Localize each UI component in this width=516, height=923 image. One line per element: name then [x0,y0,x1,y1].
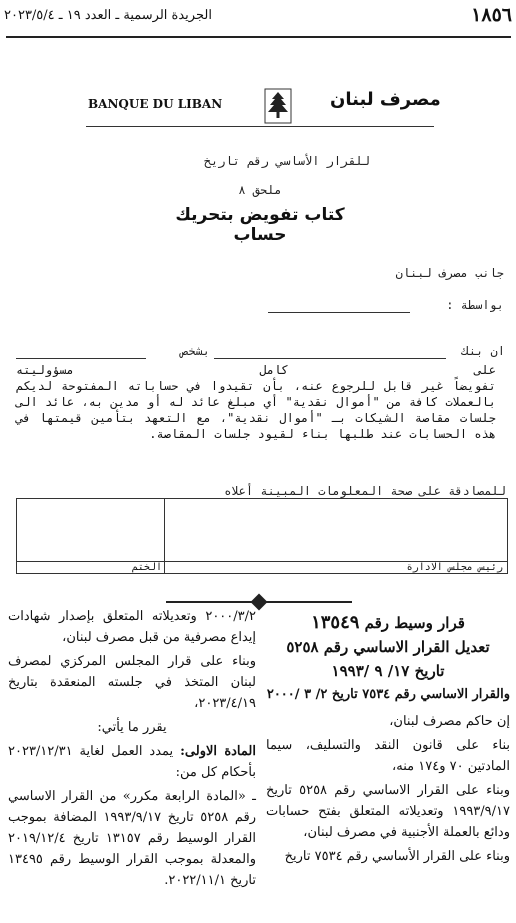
cedar-logo-icon [264,88,292,124]
decision-left-column [8,606,256,894]
person-blank [16,358,146,359]
decides-line: يقرر ما يأتي: [97,720,167,735]
decision-right-column [266,612,510,870]
signature-box [16,498,508,574]
via-blank-line [268,312,410,313]
decision-heading: قرار وسيط رقم ١٣٥٤٩ [311,612,465,633]
article-1-item: ـ «المادة الرابعة مكرر» من القرار الاساسي رقم ٥٢٥٨ تاريخ ١٩٩٣/٩/١٧ المضافة بموجب القرار الوسيط رقم ١٣١٥٧ تاريخ ٢٠١٩/١٢/٤ والمعدلة بموجب القرار الوسيط رقم ١٣٤٩٥ تاريخ ٢٠٢٢/١١/١. [8,789,256,888]
ref-line: للقرار الأساسي رقم تاريخ [203,154,370,168]
bank-name-en: BANQUE DU LIBAN [88,97,223,111]
legal-basis-3: وبناء على القرار الأساسي رقم ٧٥٣٤ تاريخ [284,849,510,864]
page-number: ١٨٥٦ [471,4,512,26]
annex-label: ملحق ٨ [238,183,282,197]
council-decision: وبناء على قرار المجلس المركزي لمصرف لبنان المتخذ في جلسته المنعقدة بتاريخ ٢٠٢٣/٤/١٩، [8,654,256,711]
bank-name-blank [214,358,446,359]
responsibility-line: على كامل مسؤوليته [16,363,496,377]
continuation-text: ٢٠٠٠/٣/٢ وتعديلاته المتعلق بإصدار شهادات إيداع مصرفية من قبل مصرف لبنان، [8,609,256,645]
via-label: بواسطة : [446,298,504,312]
chairman-label: رئيس مجلس الادارة [406,562,503,573]
form-title: كتاب تفويض بتحريك حساب [175,205,345,245]
decision-subheading-3: والقرار الاساسي رقم ٧٥٣٤ تاريخ ٢/ ٣ /٢٠٠٠ [266,687,510,702]
article-1-text: يمدد العمل لغاية ٢٠٢٣/١٢/٣١ بأحكام كل من: [8,744,256,780]
article-1 [8,741,256,783]
governor-line: إن حاكم مصرف لبنان، [389,714,510,729]
legal-basis-2: وبناء على القرار الاساسي رقم ٥٢٥٨ تاريخ ١٩٩٣/٩/١٧ وتعديلاته المتعلق بفتح حسابات ودائع بالعملة الأجنبية في مصرف لبنان، [266,783,510,840]
decision-subheading-2: تاريخ ١٧/ ٩ /١٩٩٣ [331,662,445,680]
stamp-label: الختم [131,562,162,573]
article-1-label: المادة الاولى: [180,744,256,759]
letterhead-rule [86,126,434,127]
bank-name-ar: مصرف لبنان [330,89,441,110]
form-body [16,362,496,442]
line1-start: ان بنك [461,344,505,358]
decision-subheading-1: تعديل القرار الاساسي رقم ٥٢٥٨ [286,638,490,656]
header-rule [6,36,511,38]
certify-text: للمصادقة على صحة المعلومات المبينة أعلاه [224,484,506,498]
gazette-header-title: الجريدة الرسمية ـ العدد ١٩ ـ ٢٠٢٣/٥/٤ [4,8,212,23]
authorization-text: تفويضاً غير قابل للرجوع عنه، بأن تقيدوا في حساباته المفتوحة لديكم بالعملات كافة من "أموال نقدية" أي مبلغ عائد له أو مدين به، عائد الى جلسات مقاصة الشيكات بـ "أموال نقدية"، مع التعهد بتأمين قيمتها في هذه الحسابات عند طلبها بناء لقيود جلسات المقاصة. [16,379,496,441]
addressee: جانب مصرف لبنان [395,266,504,280]
line1-end: بشخص [181,344,210,358]
legal-basis-1: بناء على قانون النقد والتسليف، سيما المادتين ٧٠ و١٧٤ منه، [266,738,510,774]
